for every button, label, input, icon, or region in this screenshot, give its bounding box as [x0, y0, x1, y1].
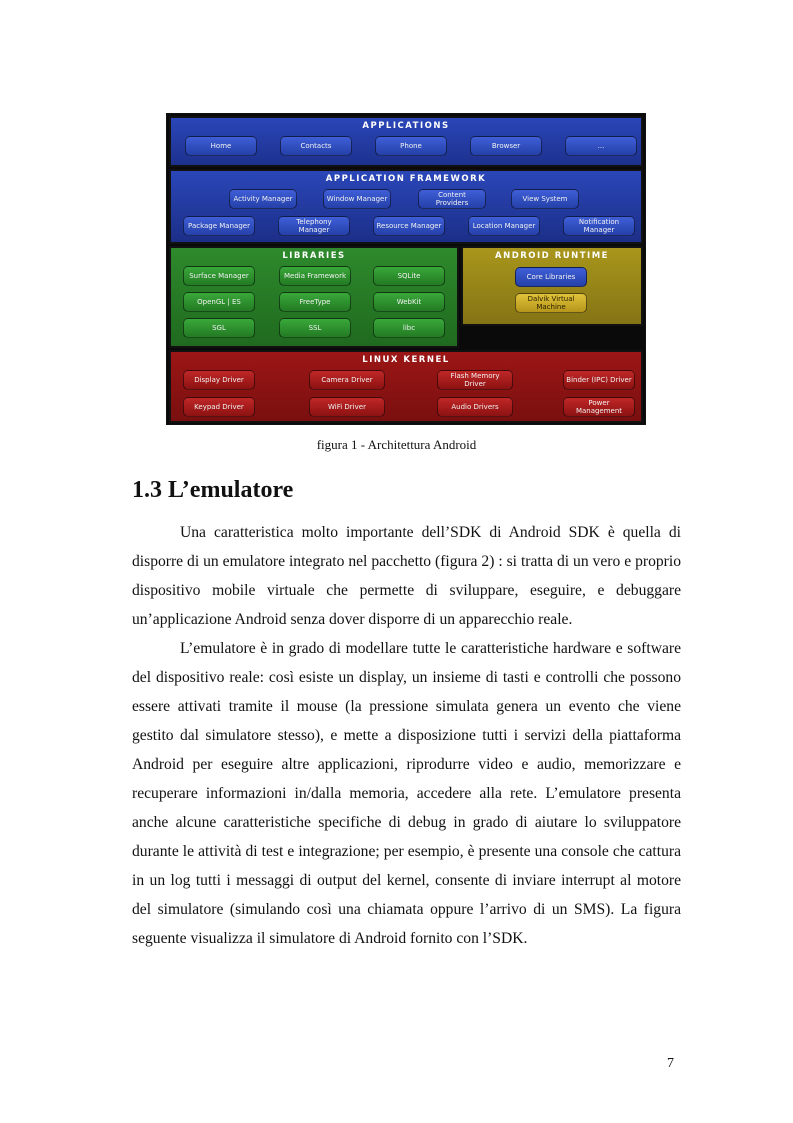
kernel-layer [169, 350, 643, 423]
section-heading: 1.3 L’emulatore [132, 477, 294, 503]
app-contacts: Contacts [280, 136, 352, 156]
runtime-title: ANDROID RUNTIME [495, 251, 609, 261]
activity-manager: Activity Manager [229, 189, 297, 209]
app-home: Home [185, 136, 257, 156]
resource-manager: Resource Manager [373, 216, 445, 236]
app-more: ... [565, 136, 637, 156]
location-manager: Location Manager [468, 216, 540, 236]
telephony-manager: Telephony Manager [278, 216, 350, 236]
lib-webkit: WebKit [373, 292, 445, 312]
flash-memory-driver: Flash Memory Driver [437, 370, 513, 390]
power-management: Power Management [563, 397, 635, 417]
content-providers: Content Providers [418, 189, 486, 209]
notification-manager: Notification Manager [563, 216, 635, 236]
dalvik-vm: Dalvik Virtual Machine [515, 293, 587, 313]
lib-surface-manager: Surface Manager [183, 266, 255, 286]
view-system: View System [511, 189, 579, 209]
display-driver: Display Driver [183, 370, 255, 390]
app-browser: Browser [470, 136, 542, 156]
kernel-title: LINUX KERNEL [362, 355, 450, 365]
lib-sqlite: SQLite [373, 266, 445, 286]
lib-libc: libc [373, 318, 445, 338]
applications-layer [169, 116, 643, 167]
lib-opengl: OpenGL | ES [183, 292, 255, 312]
binder-ipc-driver: Binder (IPC) Driver [563, 370, 635, 390]
paragraph-1: Una caratteristica molto importante dell’SDK di Android SDK è quella di disporre di un emulatore integrato nel pacchetto (figura 2) : si tratta di un vero e proprio dispositivo mobile virtuale che permette di sviluppare, eseguire, e debuggare un’applicazione Android senza dover disporre di un apparecchio reale. [132, 524, 681, 628]
app-phone: Phone [375, 136, 447, 156]
framework-layer [169, 169, 643, 244]
page-number: 7 [667, 1056, 674, 1071]
android-architecture-diagram [166, 113, 646, 425]
audio-drivers: Audio Drivers [437, 397, 513, 417]
keypad-driver: Keypad Driver [183, 397, 255, 417]
figure-caption: figura 1 - Architettura Android [316, 437, 477, 452]
core-libraries: Core Libraries [515, 267, 587, 287]
lib-sgl: SGL [183, 318, 255, 338]
libraries-title: LIBRARIES [282, 251, 346, 261]
lib-freetype: FreeType [279, 292, 351, 312]
libraries-layer [169, 246, 459, 348]
lib-media-framework: Media Framework [279, 266, 351, 286]
package-manager: Package Manager [183, 216, 255, 236]
lib-ssl: SSL [279, 318, 351, 338]
wifi-driver: WiFi Driver [309, 397, 385, 417]
window-manager: Window Manager [323, 189, 391, 209]
applications-title: APPLICATIONS [362, 121, 450, 131]
camera-driver: Camera Driver [309, 370, 385, 390]
framework-title: APPLICATION FRAMEWORK [325, 174, 487, 184]
runtime-layer [461, 246, 643, 326]
paragraph-2: L’emulatore è in grado di modellare tutte le caratteristiche hardware e software del dispositivo reale: così esiste un display, un insieme di tasti e controlli che possono essere attivati tramite il mouse (la pressione simulata genera un evento che viene gestito dal simulatore stesso), e mette a disposizione tutti i servizi della piattaforma Android per eseguire altre applicazioni, riprodurre video e audio, memorizzare e recuperare informazioni in/dalla memoria, accedere alla rete. L’emulatore presenta anche alcune caratteristiche specifiche di debug in grado di aiutare lo sviluppatore durante le attività di test e integrazione; per esempio, è presente una console che cattura in un log tutti i messaggi di output del kernel, consente di inviare interrupt al motore del simulatore (simulando così una chiamata oppure l’arrivo di un SMS). La figura seguente visualizza il simulatore di Android fornito con l’SDK. [132, 640, 681, 947]
